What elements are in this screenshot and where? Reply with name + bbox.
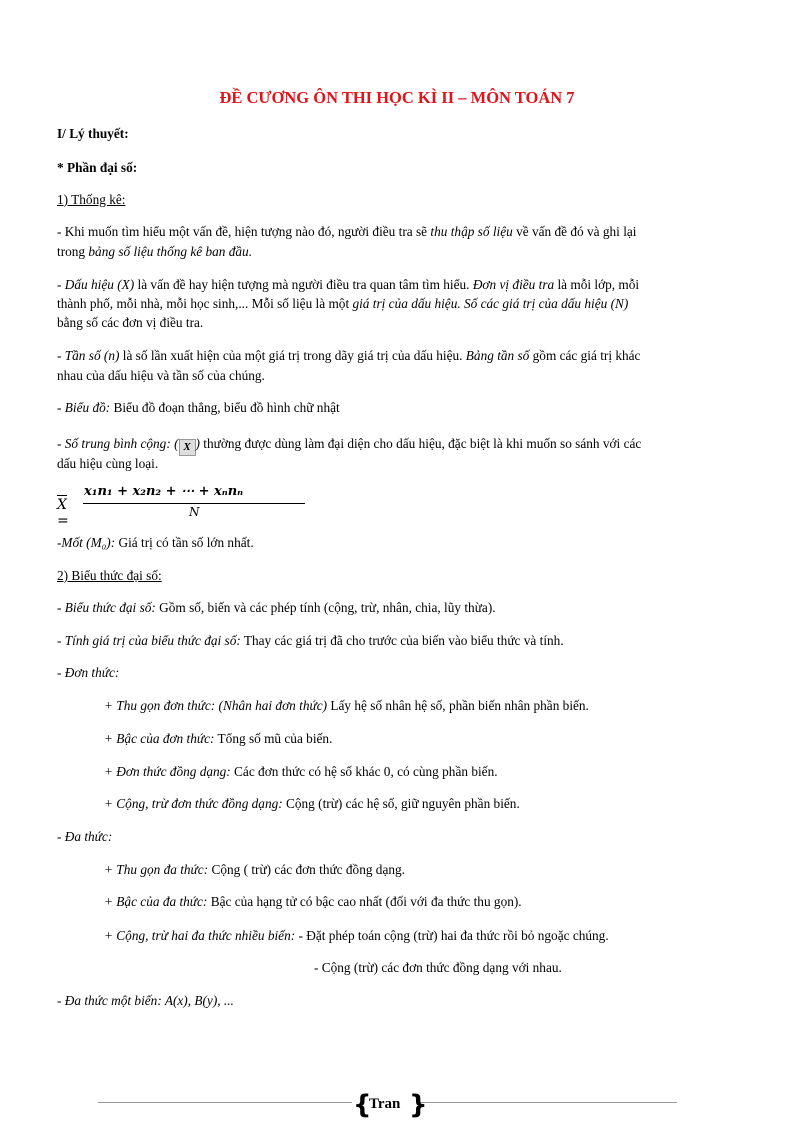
polynomial-item-add-step2: - Cộng (trừ) các đơn thức đồng dạng với nhau. [314,960,562,975]
paragraph-sign-line1 [57,277,639,293]
text: Giá trị có tần số lớn nhất. [115,535,254,550]
term-frequency: Tần số (n) [64,348,120,363]
term-single-variable: Đa thức một biến: A(x), B(y), ... [64,993,234,1008]
heading-polynomial [57,829,112,845]
text: - [57,348,65,363]
text: - [57,993,65,1008]
footer-bracket-right-icon: } [409,1090,428,1120]
footer-rule-left [98,1102,352,1103]
subheading-expressions: 2) Biểu thức đại số: [57,568,162,583]
text: Bậc của hạng tử có bậc cao nhất (đối với đa thức thu gọn). [207,894,522,909]
monomial-item-add [104,796,520,812]
term: + Cộng, trừ hai đa thức nhiều biến: [104,928,296,943]
paragraph-sign-line2 [57,296,628,312]
term-polynomial: - Đa thức: [57,829,113,844]
term-expression: - Biểu thức đại số: [57,600,156,615]
paragraph-collect-line1 [57,224,636,240]
formula-numerator: x₁n₁ + x₂n₂ + ⋯ + xₙnₙ [84,484,244,499]
fraction-bar [83,503,305,504]
paragraph-single-variable [57,993,234,1009]
paragraph-mean-line1 [57,436,641,456]
paragraph-expression [57,600,496,616]
monomial-item-simplify [104,698,589,714]
text: là mỗi lớp, mỗi [554,277,640,292]
formula-lhs [57,497,69,529]
term: + Thu gọn đơn thức: (Nhân hai đơn thức) [104,698,328,713]
term-collect-data: thu thập số liệu [430,224,513,239]
term: + Đơn thức đồng dạng: [104,764,231,779]
text: Lấy hệ số nhân hệ số, phần biến nhân phần biến. [327,698,589,713]
footer-bracket-left-icon: { [353,1090,372,1120]
polynomial-item-add [104,928,609,944]
term-mean: - Số trung bình cộng: ( [57,436,179,451]
term-values: giá trị của dấu hiệu. Số các giá trị của dấu hiệu (N) [352,296,629,311]
text: Cộng ( trừ) các đơn thức đồng dạng. [208,862,405,877]
page-title: ĐỀ CƯƠNG ÔN THI HỌC KÌ II – MÔN TOÁN 7 [219,88,575,107]
text: Tổng số mũ của biến. [214,731,333,746]
paragraph-chart [57,400,340,416]
term-unit: Đơn vị điều tra [472,277,555,292]
monomial-item-degree [104,731,332,747]
paragraph-frequency-line1 [57,348,640,364]
subheading-statistics: 1) Thống kê: [57,192,126,207]
text: thành phố, mỗi nhà, mỗi học sinh,... Mỗi số liệu là một [57,296,353,311]
term-chart: - Biểu đồ: [57,400,111,415]
term: + Bậc của đơn thức: [104,731,215,746]
term-mode: -Mốt (M₀): [57,535,116,550]
term: + Cộng, trừ đơn thức đồng dạng: [104,796,283,811]
term: + Thu gọn đa thức: [104,862,209,877]
mean-symbol-icon: X [179,439,196,456]
monomial-item-similar [104,764,498,780]
paragraph-collect-line2 [57,244,252,260]
term-monomial: - Đơn thức: [57,665,120,680]
footer-rule-right [420,1102,677,1103]
paragraph-mean-line2: dấu hiệu cùng loại. [57,456,159,471]
text: Gồm số, biến và các phép tính (cộng, trừ, nhân, chia, lũy thừa). [155,600,496,615]
text: - Đặt phép toán cộng (trừ) hai đa thức rồi bỏ ngoặc chúng. [295,928,609,943]
text: là số lần xuất hiện của một giá trị trong dãy giá trị của dấu hiệu. [119,348,466,363]
text: gồm các giá trị khác [529,348,641,363]
section-heading-theory: I/ Lý thuyết: [57,126,129,141]
formula-denominator: N [189,505,200,519]
term-sign: - Dấu hiệu (X) [57,277,135,292]
text: về vấn đề đó và ghi lại [512,224,637,239]
text: là vấn đề hay hiện tượng mà người điều tra quan tâm tìm hiểu. [134,277,473,292]
text: Các đơn thức có hệ số khác 0, có cùng phần biến. [230,764,498,779]
polynomial-item-simplify [104,862,405,878]
polynomial-item-degree [104,894,522,910]
text: thường được dùng làm đại diện cho dấu hiệu, đặc biệt là khi muốn so sánh với các [199,436,642,451]
term-frequency-table: Bảng tần số [465,348,530,363]
text: Biểu đồ đoạn thẳng, biểu đồ hình chữ nhật [110,400,340,415]
term-initial-table: bảng số liệu thống kê ban đầu. [88,244,253,259]
heading-monomial [57,665,119,681]
text: trong [57,244,89,259]
part-heading-algebra: * Phần đại số: [57,160,138,175]
paragraph-evaluate [57,633,564,649]
text: Cộng (trừ) các hệ số, giữ nguyên phần biến. [282,796,520,811]
text: ) [195,436,200,451]
formula-lhs-text: X = [57,497,69,529]
paragraph-sign-line3: bằng số các đơn vị điều tra. [57,315,204,330]
text: - Khi muốn tìm hiểu một vấn đề, hiện tượng nào đó, người điều tra sẽ [57,224,431,239]
paragraph-mode [57,535,254,551]
footer-page-label: Tran [369,1096,401,1112]
paragraph-frequency-line2: nhau của dấu hiệu và tần số của chúng. [57,368,265,383]
text: Thay các giá trị đã cho trước của biến vào biểu thức và tính. [240,633,564,648]
term: + Bậc của đa thức: [104,894,208,909]
term-evaluate: - Tính giá trị của biểu thức đại số: [57,633,241,648]
